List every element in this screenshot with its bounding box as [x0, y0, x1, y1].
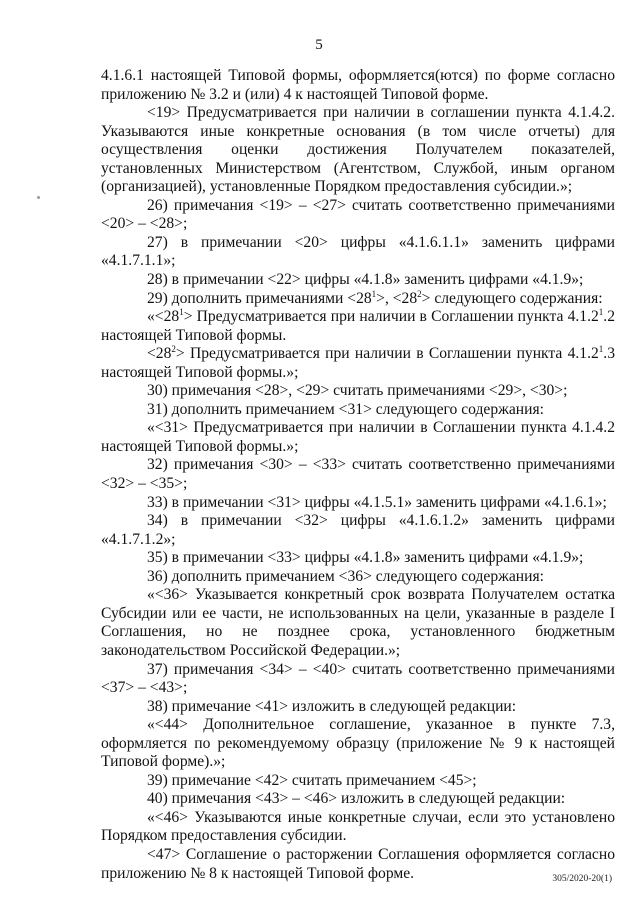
- paragraph-text: «<31> Предусматривается при наличии в Соглашении пункта 4.1.4.2 настоящей Типовой формы.»;: [101, 419, 615, 455]
- superscript-index: 1: [371, 288, 377, 299]
- paragraph-text: «<28: [147, 308, 180, 326]
- paragraph-text: <28: [147, 345, 172, 363]
- document-body: [101, 67, 615, 883]
- paragraph: [101, 809, 615, 846]
- paragraph-text: > Предусматривается при наличии в Соглашении пункта 4.1.2: [183, 308, 599, 326]
- paragraph: [101, 698, 615, 717]
- paragraph-text: 37) примечания <34> – <40> считать соответственно примечаниями <37> – <43>;: [101, 660, 615, 697]
- paragraph-text: .2 настоящей Типовой формы.: [101, 308, 615, 344]
- paragraph-text: .3 настоящей Типовой формы.»;: [101, 345, 615, 381]
- paragraph-text: <19> Предусматривается при наличии в соглашении пункта 4.1.4.2. Указываются иные конкретные основания (в том числе отчеты) для осуществления оценки достижения Получателем показателей, установленных Министерством (Агентством, Службой, иным органом (организацией), установленные Порядком предоставления субсидии.»;: [101, 104, 615, 196]
- paragraph: [101, 586, 615, 660]
- paragraph-text: 31) дополнить примечанием <31> следующего содержания:: [147, 400, 545, 418]
- paragraph: [101, 308, 615, 345]
- superscript-index: 2: [417, 288, 422, 299]
- paragraph-text: 36) дополнить примечанием <36> следующего содержания:: [147, 567, 545, 585]
- paragraph: [101, 549, 615, 568]
- paragraph: [101, 456, 615, 493]
- paragraph: [101, 494, 615, 513]
- paragraph-text: 27) в примечании <20> цифры «4.1.6.1.1» заменить цифрами «4.1.7.1.1»;: [101, 233, 615, 270]
- paragraph-text: 26) примечания <19> – <27> считать соответственно примечаниями <20> – <28>;: [101, 196, 615, 233]
- paragraph: [101, 419, 615, 456]
- paragraph-text: 34) в примечании <32> цифры «4.1.6.1.2» заменить цифрами «4.1.7.1.2»;: [101, 512, 615, 548]
- paragraph-text: > следующего содержания:: [421, 289, 603, 307]
- paragraph-text: 32) примечания <30> – <33> считать соответственно примечаниями <32> – <35>;: [101, 456, 615, 493]
- paragraph-text: 39) примечание <42> считать примечанием <45>;: [147, 771, 477, 789]
- paragraph-text: «<36> Указывается конкретный срок возврата Получателем остатка Субсидии или ее части, не использованных на цели, указанные в разделе I Соглашения, но не позднее срока, установленного бюджетным законодательством Российской Федерации.»;: [101, 586, 615, 659]
- paragraph-text: 40) примечания <43> – <46> изложить в следующей редакции:: [147, 790, 566, 808]
- paragraph-text: 28) в примечании <22> цифры «4.1.8» заменить цифрами «4.1.9»;: [147, 271, 584, 289]
- paragraph-text: > Предусматривается при наличии в Соглашении пункта 4.1.2: [175, 345, 599, 363]
- paragraph-text: 29) дополнить примечаниями <28: [147, 289, 372, 307]
- paragraph: [101, 512, 615, 549]
- paragraph-text: >, <28: [376, 289, 418, 307]
- paragraph-text: 35) в примечании <33> цифры «4.1.8» заменить цифрами «4.1.9»;: [147, 549, 584, 567]
- superscript-index: 1: [598, 307, 604, 318]
- page-number: 5: [315, 37, 323, 53]
- superscript-index: 1: [598, 344, 604, 355]
- paragraph: [101, 790, 615, 809]
- paragraph-text: «<46> Указываются иные конкретные случаи, если это установлено Порядком предоставления субсидии.: [101, 808, 615, 845]
- paragraph: [101, 846, 615, 883]
- paragraph: [101, 772, 615, 791]
- paragraph-text: 4.1.6.1 настоящей Типовой формы, оформляется(ются) по форме согласно приложению № 3.2 и (или) 4 к настоящей Типовой форме.: [101, 67, 615, 103]
- superscript-index: 2: [171, 344, 176, 355]
- paragraph: [101, 716, 615, 772]
- paragraph: [101, 271, 615, 290]
- paragraph-text: 30) примечания <28>, <29> считать примечаниями <29>, <30>;: [147, 382, 568, 400]
- paragraph-text: 38) примечание <41> изложить в следующей редакции:: [147, 697, 517, 715]
- paragraph: [101, 234, 615, 271]
- paragraph: [101, 568, 615, 587]
- paragraph: [101, 104, 615, 197]
- scan-speck: [37, 196, 40, 199]
- superscript-index: 1: [179, 307, 184, 318]
- paragraph: [101, 67, 615, 104]
- paragraph: [101, 382, 615, 401]
- paragraph: [101, 197, 615, 234]
- paragraph-text: 33) в примечании <31> цифры «4.1.5.1» заменить цифрами «4.1.6.1»;: [147, 493, 607, 511]
- paragraph: [101, 661, 615, 698]
- paragraph: [101, 345, 615, 382]
- document-code: 305/2020-20(1): [552, 874, 612, 884]
- paragraph-text: «<44> Дополнительное соглашение, указанное в пункте 7.3, оформляется по рекомендуемому образцу (приложение № 9 к настоящей Типовой форме).»;: [101, 716, 615, 771]
- paragraph: [101, 290, 615, 309]
- paragraph: [101, 401, 615, 420]
- paragraph-text: <47> Соглашение о расторжении Соглашения оформляется согласно приложению № 8 к настоящей Типовой форме.: [101, 845, 615, 882]
